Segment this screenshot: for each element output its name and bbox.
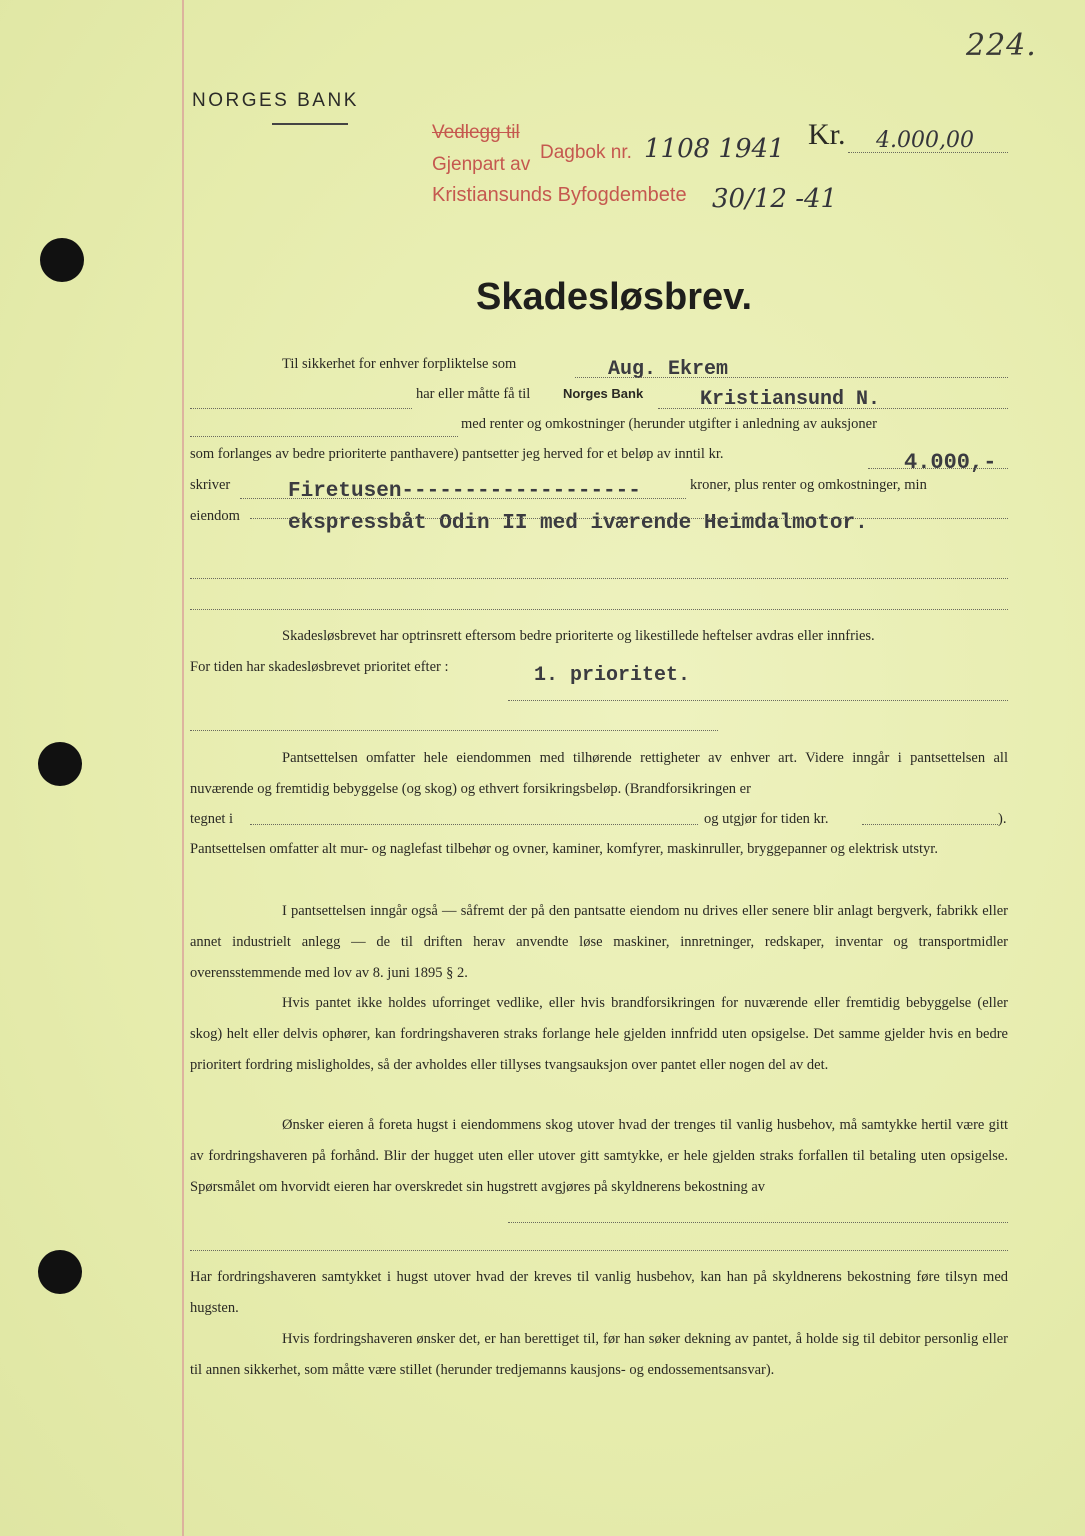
paragraph-debitor [190,1324,1008,1386]
bank-name: NORGES BANK [192,90,359,111]
dotted-line [868,468,1008,469]
paragraph-pantsettelsen [190,743,1008,805]
paragraph-text: Har fordringshaveren samtykket i hugst utover hvad der kreves til vanlig husbehov, kan han på skyldnerens bekostning føre tilsyn med hugsten. [190,1269,1008,1316]
dotted-line [508,700,1008,701]
property-description: ekspressbåt Odin II med iværende Heimdalmotor. [288,512,868,535]
dotted-line [240,498,686,499]
form-line4: som forlanges av bedre prioriterte panthavere) pantsetter jeg herved for et beløp av inntil kr. [190,446,724,462]
document-title: Skadesløsbrev. [476,276,753,318]
page-number: 224. [966,28,1037,63]
paragraph-text: Pantsettelsen omfatter alt mur- og naglefast tilbehør og ovner, kaminer, komfyrer, maskinruller, bryggepanner og elektrisk utstyr. [190,841,938,857]
dotted-line [508,1222,1008,1223]
dotted-line [862,824,998,825]
form-line1-label: Til sikkerhet for enhver forpliktelse som [282,356,517,372]
dotted-line [190,578,1008,579]
stamp-dagbok: Dagbok nr. [540,142,632,163]
dotted-line [190,730,718,731]
amount-dotted-line [848,152,1008,153]
dotted-line [190,436,458,437]
dotted-line [190,609,1008,610]
priority-value: 1. prioritet. [534,664,691,687]
dotted-line [250,824,698,825]
amount-value: 4.000,00 [876,128,974,153]
creditor-branch: Kristiansund N. [700,388,881,411]
amount-kr-label: Kr. [808,118,846,151]
paragraph-text: Hvis pantet ikke holdes uforringet vedlike, eller hvis brandforsikringen for nuværende eller fremtidig bebyggelse (eller skog) helt eller delvis ophører, kan fordringshaveren straks forlange hele gjelden innfridd uten opsigelse. Det samme gjelder hvis en bedre prioritert fordring misligholdes, så der avholdes eller tillyses tvangsauksjon over pantet eller nogen del av det. [190,995,1008,1073]
paragraph-text: Pantsettelsen omfatter hele eiendommen med tilhørende rettigheter av enhver art. Videre inngår i pantsettelsen all nuværende og fremtidig bebyggelse (og skog) og ethvert forsikringsbeløp. (Brandforsikringen er [190,750,1008,797]
debtor-name: Aug. Ekrem [608,358,729,381]
priority-text: Skadesløsbrevet har optrinsrett eftersom bedre prioriterte og likestillede heftelser avdras eller innfries. [282,628,875,644]
dotted-line [658,408,1008,409]
bank-rule [272,123,348,125]
form-line6-label: eiendom [190,508,240,524]
stamp-date: 30/12 -41 [712,184,838,214]
margin-line [182,0,184,1536]
amount-typed: 4.000,- [904,450,997,475]
form-line5-label: skriver [190,477,231,493]
punch-hole [38,742,82,786]
dotted-line [575,377,1008,378]
paragraph-bergverk [190,896,1008,988]
dotted-line [190,408,412,409]
insurance-amount-label: og utgjør for tiden kr. [704,811,829,827]
paragraph-text: I pantsettelsen inngår også — såfremt der på den pantsatte eiendom nu drives eller senere blir anlagt bergverk, fabrikk eller annet industrielt anlegg — de til driften herav anvendte løse maskiner, innretninger, redskaper, inventar og transportmidler overensstemmende med lov av 8. juni 1895 § 2. [190,903,1008,981]
stamp-vedlegg: Vedlegg til [432,122,520,143]
punch-hole [38,1250,82,1294]
form-line5-tail: kroner, plus renter og omkostninger, min [690,477,927,493]
stamp-gjenpart: Gjenpart av [432,154,531,175]
paragraph-vedlike [190,988,1008,1080]
dotted-line [190,1250,1008,1251]
paragraph-text: Ønsker eieren å foreta hugst i eiendommens skog utover hvad der trenges til vanlig husbehov, må samtykke hertil være gitt av fordringshaveren på forhånd. Blir der hugget uten eller utover gitt samtykke, er hele gjelden straks forfallen til betaling uten opsigelse. Spørsmålet om hvorvidt eieren har overskredet sin hugstrett avgjøres på skyldnerens bekostning av [190,1117,1008,1195]
paragraph-tilbehor [190,834,1008,865]
insurance-close: ). [998,811,1007,827]
priority-label: For tiden har skadesløsbrevet prioritet efter : [190,659,449,675]
paragraph-tilsyn [190,1262,1008,1324]
form-line3: med renter og omkostninger (herunder utgifter i anledning av auksjoner [461,416,877,432]
insurance-tegnet-label: tegnet i [190,811,234,827]
paragraph-hugst [190,1110,1008,1202]
punch-hole [40,238,84,282]
dotted-line [250,518,1008,519]
creditor-bank: Norges Bank [563,386,644,401]
form-line2-label: har eller måtte få til [416,386,531,402]
paragraph-text: Hvis fordringshaveren ønsker det, er han berettiget til, før han søker dekning av pantet, å holde sig til debitor personlig eller til annen sikkerhet, som måtte være stillet (herunder tredjemanns kausjons- og endossementsansvar). [190,1331,1008,1378]
stamp-office: Kristiansunds Byfogdembete [432,184,687,206]
dagbok-number: 1108 1941 [644,134,785,164]
amount-in-words: Firetusen------------------- [288,480,641,503]
